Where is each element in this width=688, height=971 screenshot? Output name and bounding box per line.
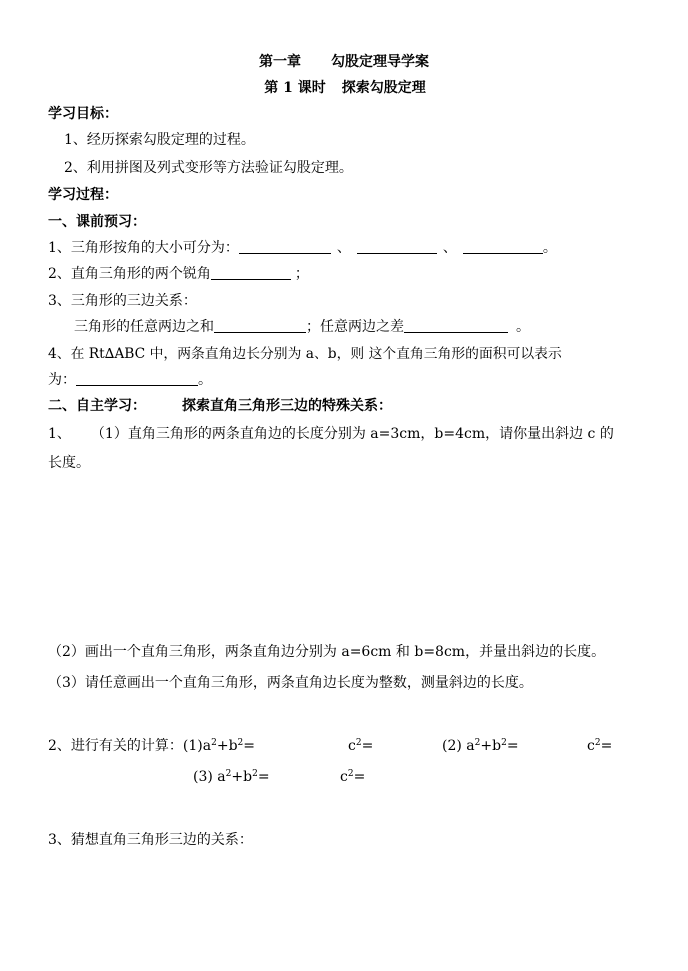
process-heading: 学习过程：: [48, 187, 118, 203]
exponent: 2: [237, 738, 244, 748]
answer-blank[interactable]: [463, 239, 543, 254]
exponent: 2: [474, 738, 481, 748]
calc-2-a: (2) a: [442, 738, 475, 754]
preview-question-4: 4、在 Rt∆ABC 中，两条直角边长分别为 a、b，则 这个直角三角形的面积可以表示: [48, 346, 562, 362]
q1-part-1: （1）直角三角形的两条直角边的长度分别为 a=3cm，b=4cm，请你量出斜边 c 的: [90, 426, 614, 442]
exponent: 2: [355, 738, 362, 748]
answer-blank[interactable]: [239, 239, 331, 254]
calc-plus-b: +b: [231, 769, 253, 785]
chapter-label: 第一章: [259, 54, 301, 70]
equals: =: [243, 738, 256, 754]
calc-2-c: [587, 736, 688, 756]
answer-blank[interactable]: [76, 371, 198, 386]
separator: 、: [336, 240, 351, 256]
calc-3-a: (3) a: [193, 769, 226, 785]
exponent: 2: [501, 738, 507, 748]
q2-text: 2、直角三角形的两个锐角: [48, 266, 211, 282]
preview-question-3-sub: [74, 317, 688, 337]
self-study-topic: 探索直角三角形三边的特殊关系：: [182, 398, 392, 414]
lesson-number: 第 1 课时: [264, 80, 326, 96]
calc-plus-b: +b: [216, 738, 238, 754]
objective-item-1: 1、经历探索勾股定理的过程。: [64, 132, 255, 148]
separator: 、: [442, 240, 457, 256]
exponent: 2: [252, 769, 258, 779]
q1-number: 1、: [48, 426, 71, 442]
answer-blank[interactable]: [214, 318, 306, 333]
doc-title: [0, 52, 688, 72]
calc-plus-b: +b: [480, 738, 502, 754]
answer-blank[interactable]: [404, 318, 508, 333]
period: 。: [198, 372, 212, 388]
preview-heading: 一、课前预习：: [48, 214, 146, 230]
calc-1-a: (1)a: [182, 738, 212, 754]
self-study-question-1-part-3: （3）请任意画出一个直角三角形，两条直角边长度为整数，测量斜边的长度。: [48, 675, 533, 691]
semicolon: ；: [294, 266, 309, 282]
c-label: c: [340, 769, 348, 785]
objectives-heading: 学习目标：: [48, 106, 118, 122]
period: 。: [516, 319, 530, 335]
equals: =: [600, 738, 613, 754]
c-label: c: [587, 738, 595, 754]
q4-cont: 为：: [48, 372, 76, 388]
calc-3-c: [340, 767, 688, 787]
self-study-heading-text: 二、自主学习：: [48, 398, 146, 414]
doc-title-text: 勾股定理导学案: [331, 54, 429, 70]
lesson-title-text: 探索勾股定理: [341, 80, 426, 96]
exponent: 2: [347, 769, 354, 779]
c-label: c: [348, 738, 356, 754]
q1-text: 1、三角形按角的大小可分为：: [48, 240, 239, 256]
self-study-question-1-cont: 长度。: [48, 455, 90, 471]
equals: =: [257, 769, 270, 785]
q3-sub-b: ；任意两边之差: [306, 319, 404, 335]
answer-blank[interactable]: [211, 265, 291, 280]
preview-question-2: [48, 264, 688, 284]
equals: =: [506, 738, 519, 754]
q2-text: 2、进行有关的计算：: [48, 738, 183, 754]
exponent: 2: [594, 738, 601, 748]
lesson-title: [0, 78, 688, 98]
preview-question-3: 3、三角形的三边关系：: [48, 293, 197, 309]
self-study-question-3: 3、猜想直角三角形三边的关系：: [48, 832, 253, 848]
exponent: 2: [225, 769, 232, 779]
equals: =: [361, 738, 374, 754]
self-study-question-1-part-2: （2）画出一个直角三角形，两条直角边分别为 a=6cm 和 b=8cm，并量出斜边的长度。: [48, 644, 606, 660]
self-study-heading: [48, 396, 688, 416]
q3-sub-a: 三角形的任意两边之和: [74, 319, 214, 335]
self-study-question-1: [48, 424, 688, 444]
period: 。: [542, 240, 557, 256]
equals: =: [353, 769, 366, 785]
preview-question-1: [48, 238, 688, 258]
objective-item-2: 2、利用拼图及列式变形等方法验证勾股定理。: [64, 160, 353, 176]
preview-question-4-cont: [48, 370, 688, 390]
answer-blank[interactable]: [357, 239, 437, 254]
exponent: 2: [211, 738, 217, 748]
